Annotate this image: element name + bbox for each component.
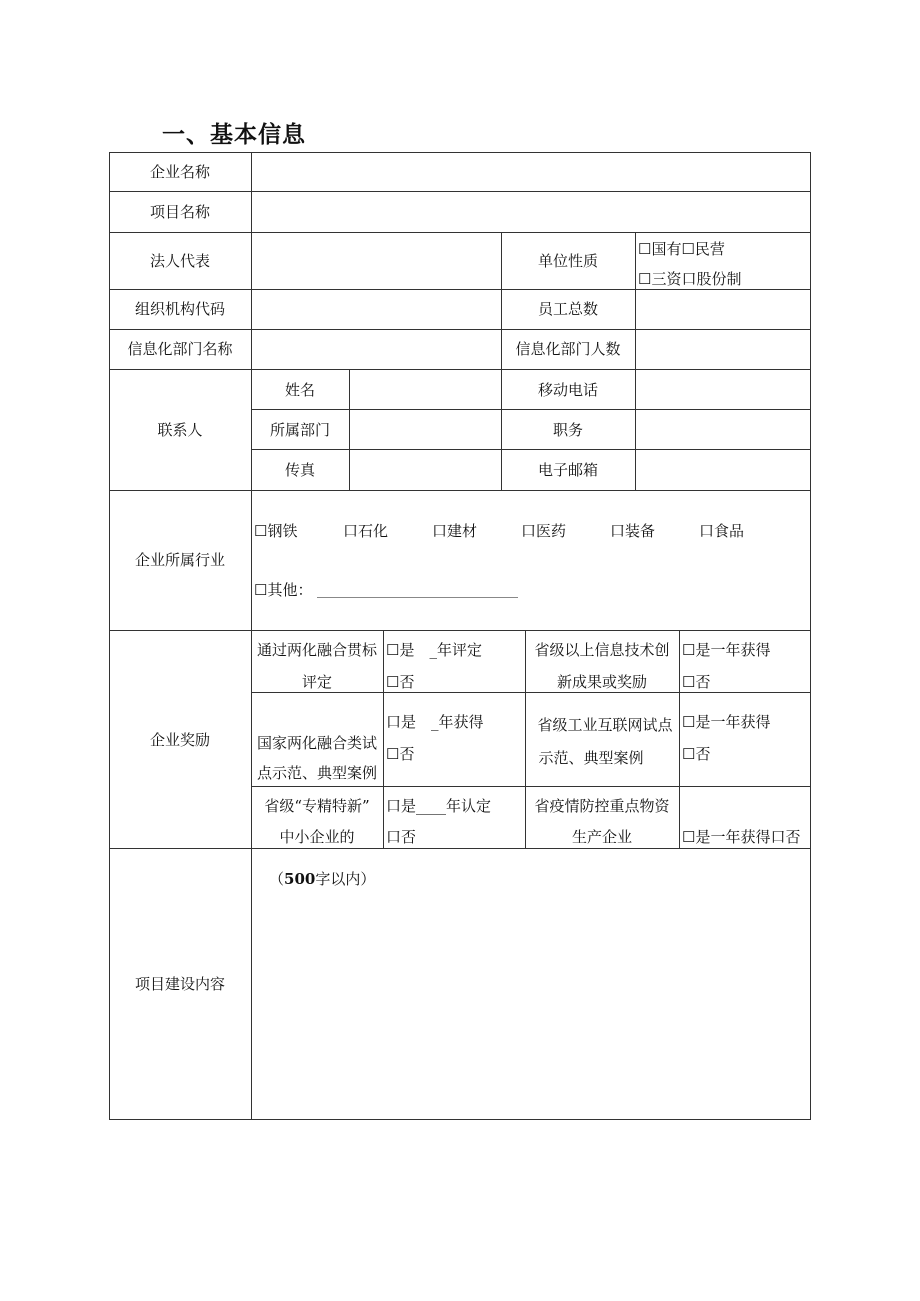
industry-other-input[interactable] — [317, 597, 518, 598]
award-epidemic-label-line1: 省疫情防控重点物资 — [534, 797, 670, 815]
company-name-label: 企业名称 — [149, 163, 211, 181]
project-content-hint: （500字以内） — [269, 870, 376, 888]
project-name-label: 项目名称 — [149, 203, 211, 221]
email-label: 电子邮箱 — [537, 461, 599, 479]
awards-label: 企业奖励 — [149, 731, 211, 749]
project-content-input[interactable] — [252, 898, 810, 1119]
staff-total-label: 员工总数 — [537, 300, 599, 318]
fax-label: 传真 — [284, 461, 316, 479]
industry-option-equipment[interactable]: 口装备 — [610, 522, 656, 540]
basic-info-form — [109, 152, 811, 1120]
award-national-pilot-no[interactable]: ☐否 — [386, 745, 415, 763]
award-epidemic-label-line2: 生产企业 — [571, 828, 633, 846]
legal-rep-field[interactable] — [252, 233, 501, 289]
award-epidemic-options[interactable]: ☐是一年获得口否 — [682, 828, 801, 846]
award-specialized-label-line1: 省级“专精特新” — [264, 797, 370, 815]
mobile-label: 移动电话 — [537, 381, 599, 399]
award-national-pilot-label-line2: 点示范、典型案例 — [256, 764, 378, 782]
fax-field[interactable] — [350, 450, 501, 490]
department-label: 所属部门 — [269, 421, 331, 439]
award-national-pilot-label-line1: 国家两化融合类试 — [256, 734, 378, 752]
project-name-field[interactable] — [252, 192, 810, 232]
award-specialized-no[interactable]: 口否 — [386, 828, 417, 846]
contact-name-label: 姓名 — [284, 381, 316, 399]
unit-nature-option-line2[interactable]: ☐三资口股份制 — [638, 270, 742, 288]
award-industrial-internet-label-line1: 省级工业互联网试点 — [537, 716, 673, 734]
project-content-label: 项目建设内容 — [134, 975, 226, 993]
industry-label: 企业所属行业 — [134, 551, 226, 569]
it-dept-name-label: 信息化部门名称 — [127, 340, 233, 358]
award-industrial-internet-yes[interactable]: ☐是一年获得 — [682, 713, 771, 731]
industry-option-pharma[interactable]: 口医药 — [521, 522, 567, 540]
position-field[interactable] — [636, 410, 810, 449]
unit-nature-option-line1[interactable]: ☐国有☐民营 — [638, 240, 725, 258]
industry-option-food[interactable]: 口食品 — [699, 522, 745, 540]
award-specialized-label-line2: 中小企业的 — [279, 828, 355, 846]
industry-option-building[interactable]: 口建材 — [432, 522, 478, 540]
award-innovation-label-line2: 新成果或奖励 — [556, 673, 648, 691]
unit-nature-label: 单位性质 — [537, 252, 599, 270]
award-industrial-internet-no[interactable]: ☐否 — [682, 745, 711, 763]
section-title: 一、基本信息 — [162, 122, 306, 148]
industry-option-other[interactable]: ☐其他： — [254, 581, 313, 599]
award-integration-no[interactable]: ☐否 — [386, 673, 415, 691]
award-innovation-yes[interactable]: ☐是一年获得 — [682, 641, 771, 659]
award-innovation-label-line1: 省级以上信息技术创 — [534, 641, 670, 659]
award-integration-label-line1: 通过两化融合贯标 — [256, 641, 378, 659]
legal-rep-label: 法人代表 — [149, 252, 211, 270]
staff-total-field[interactable] — [636, 290, 810, 329]
org-code-label: 组织机构代码 — [134, 300, 226, 318]
contact-name-field[interactable] — [350, 370, 501, 409]
award-integration-yes[interactable]: ☐是 _年评定 — [386, 641, 482, 659]
it-dept-count-field[interactable] — [636, 330, 810, 369]
award-specialized-yes[interactable]: 口是____年认定 — [386, 797, 492, 815]
email-field[interactable] — [636, 450, 810, 490]
org-code-field[interactable] — [252, 290, 501, 329]
industry-option-petrochem[interactable]: 口石化 — [343, 522, 389, 540]
position-label: 职务 — [552, 421, 584, 439]
it-dept-name-field[interactable] — [252, 330, 501, 369]
award-innovation-no[interactable]: ☐否 — [682, 673, 711, 691]
award-integration-label-line2: 评定 — [301, 673, 333, 691]
industry-option-steel[interactable]: ☐钢铁 — [254, 522, 298, 540]
department-field[interactable] — [350, 410, 501, 449]
award-national-pilot-yes[interactable]: 口是 _年获得 — [386, 713, 484, 731]
company-name-field[interactable] — [252, 153, 810, 191]
it-dept-count-label: 信息化部门人数 — [515, 340, 621, 358]
mobile-field[interactable] — [636, 370, 810, 409]
award-industrial-internet-label-line2: 示范、典型案例 — [538, 749, 644, 767]
contact-label: 联系人 — [157, 421, 203, 439]
